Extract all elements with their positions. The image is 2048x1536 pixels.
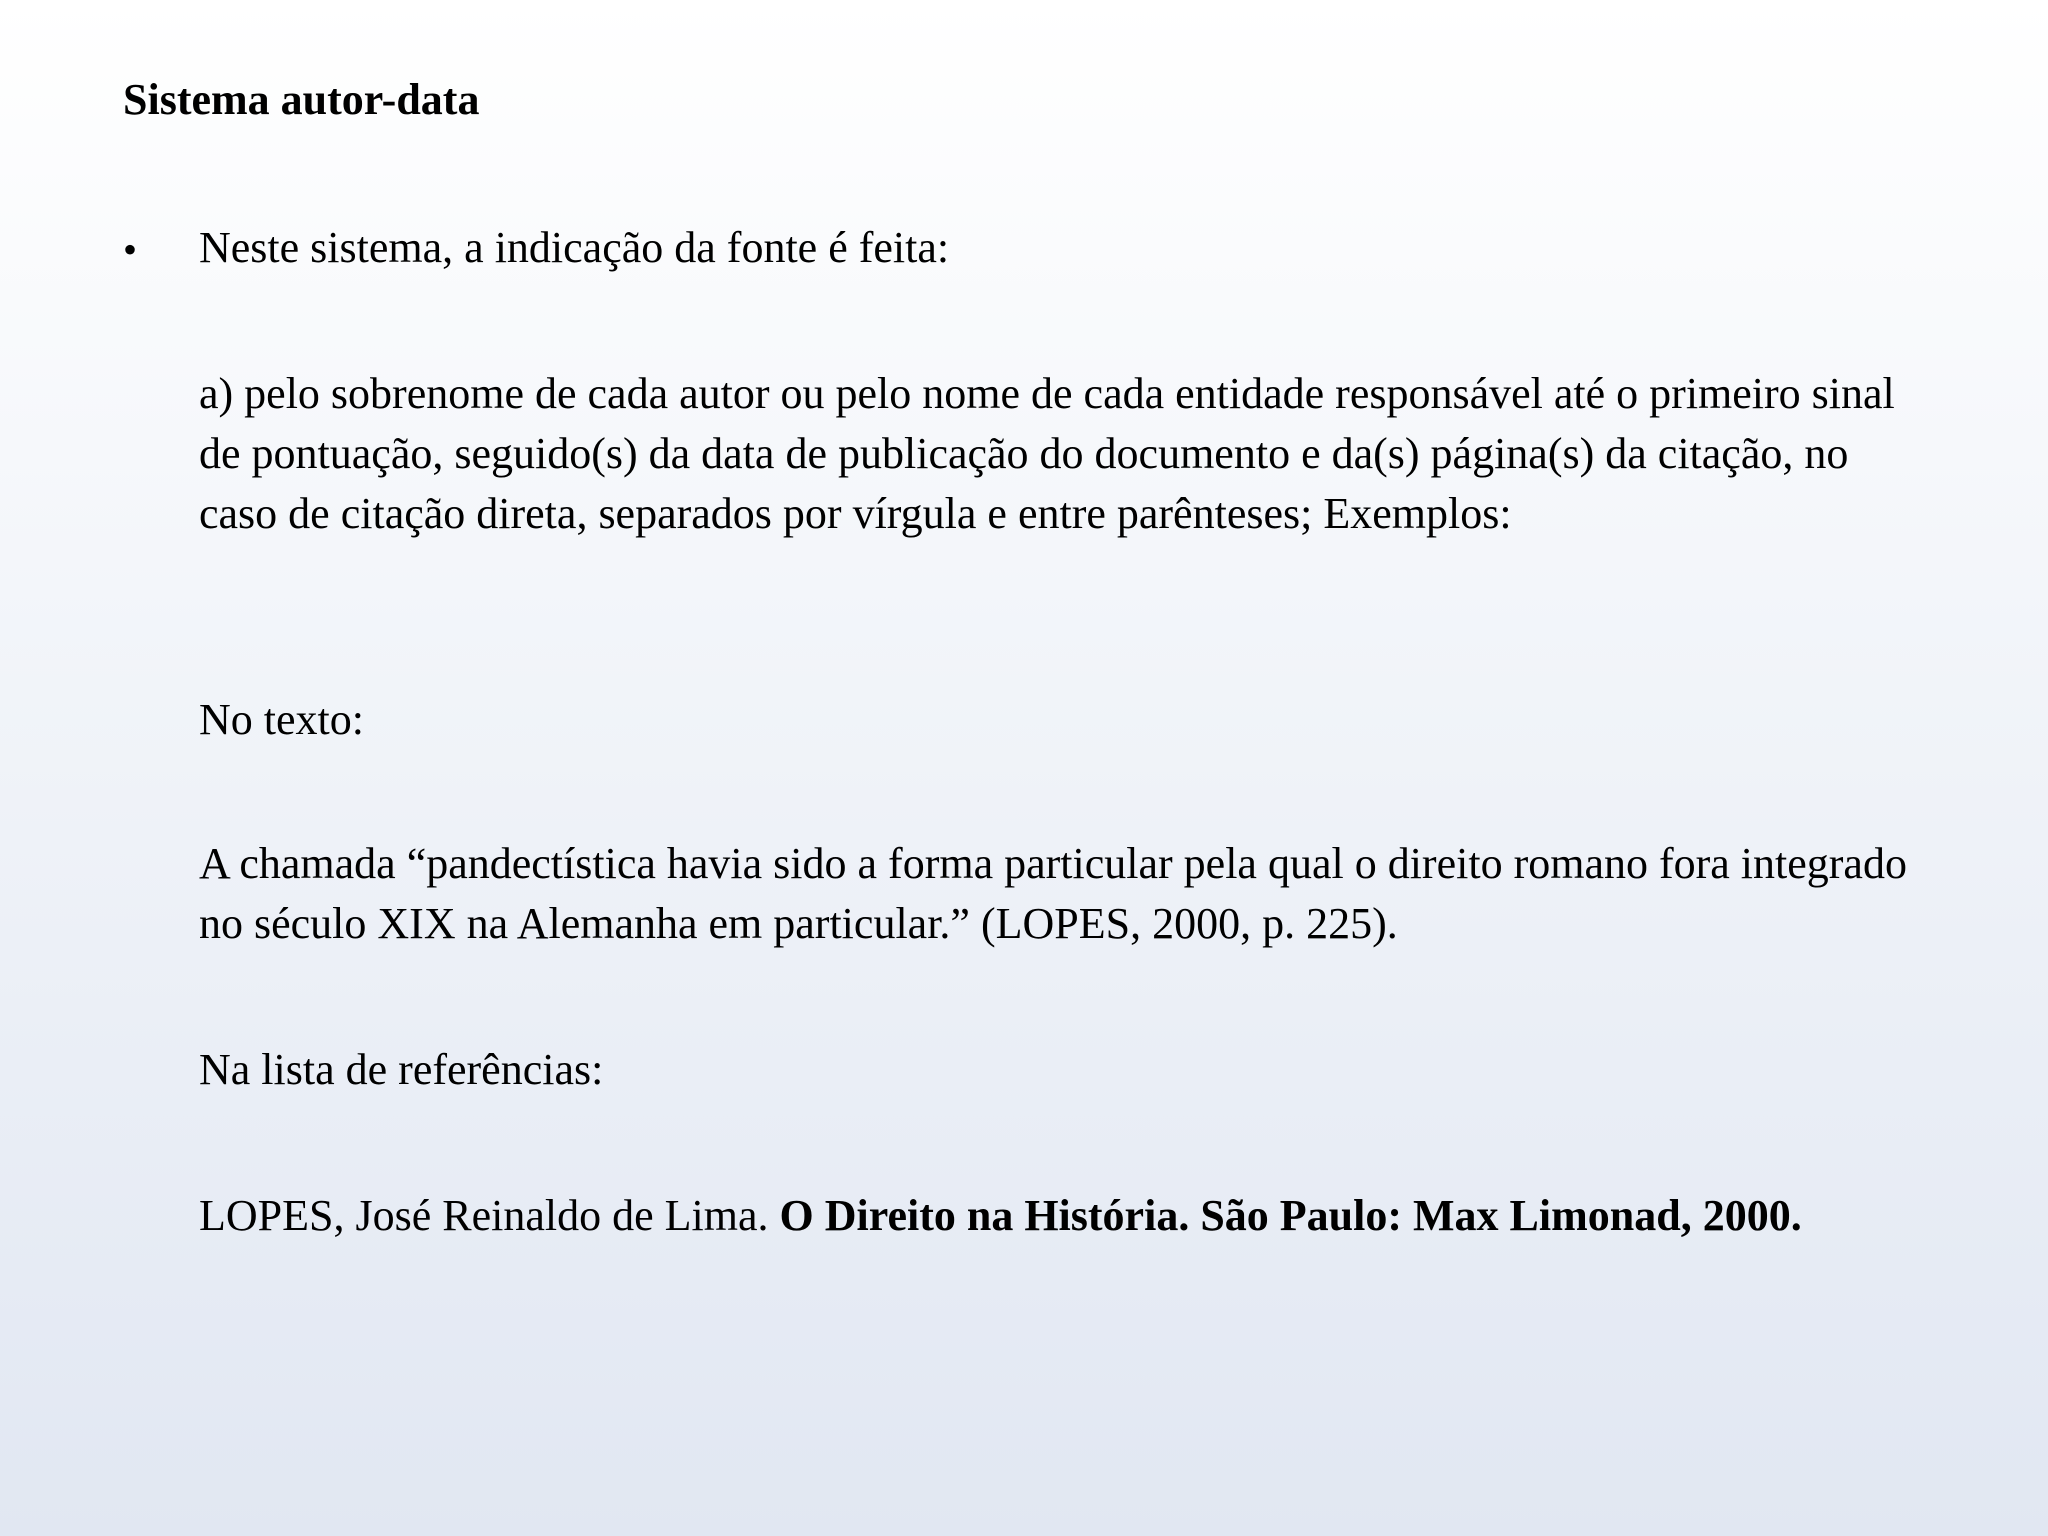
reference-entry [199,1186,1919,1246]
reference-author: LOPES, José Reinaldo de Lima. [199,1191,769,1240]
in-text-label: No texto: [199,695,364,744]
reference-title-publisher: O Direito na História. São Paulo: Max Limonad, 2000. [779,1191,1802,1240]
quote-paragraph: A chamada “pandectística havia sido a forma particular pela qual o direito romano fora integrado no século XIX na Alemanha em particular.” (LOPES, 2000, p. 225). [199,839,1907,948]
slide-title: Sistema autor-data [123,75,480,124]
bullet-icon: • [123,227,138,272]
reference-list-label: Na lista de referências: [199,1045,604,1094]
intro-text: Neste sistema, a indicação da fonte é feita: [199,223,950,272]
rule-paragraph: a) pelo sobrenome de cada autor ou pelo nome de cada entidade responsável até o primeiro sinal de pontuação, seguido(s) da data de publicação do documento e da(s) página(s) da citação, no caso de citação direta, separados por vírgula e entre parênteses; Exemplos: [199,369,1895,538]
